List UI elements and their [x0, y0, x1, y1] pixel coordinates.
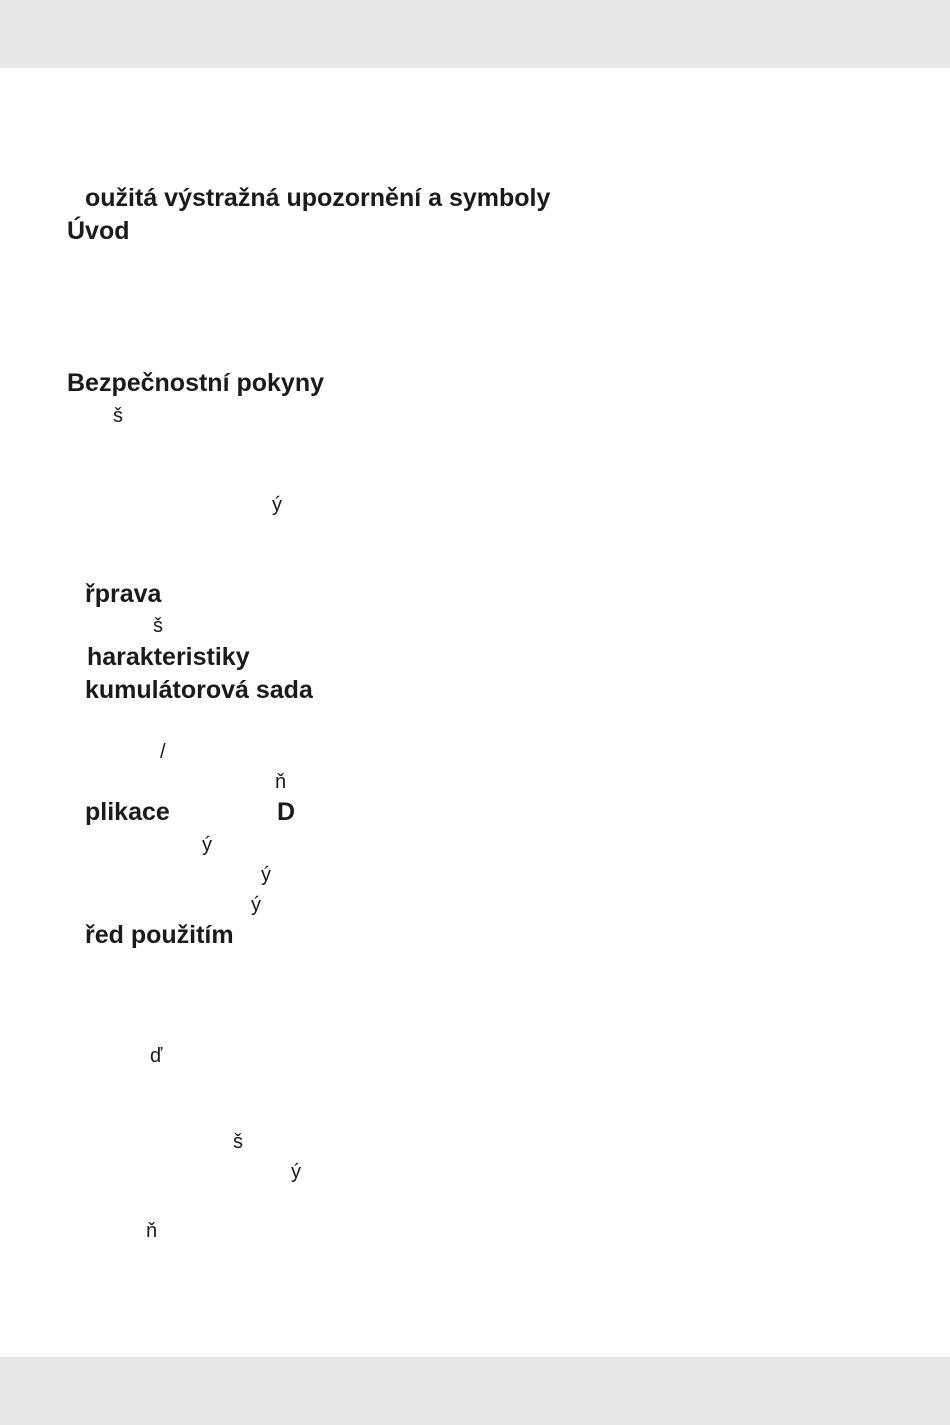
heading-characteristics: harakteristiky	[87, 643, 250, 671]
heading-battery-set: kumulátorová sada	[85, 676, 313, 704]
heading-safety: Bezpečnostní pokyny	[67, 369, 324, 397]
heading-warnings-symbols: oužitá výstražná upozornění a symboly	[85, 184, 551, 212]
top-band	[0, 0, 950, 68]
heading-application-d: D	[277, 798, 296, 826]
text-fragment: š	[153, 615, 163, 637]
text-fragment: ň	[146, 1220, 158, 1242]
text-fragment: ý	[251, 894, 261, 916]
heading-prep: řprava	[85, 580, 162, 608]
heading-intro: Úvod	[67, 217, 130, 245]
text-fragment: ý	[272, 494, 282, 516]
text-fragment: š	[233, 1131, 243, 1153]
text-fragment: /	[160, 741, 166, 763]
bottom-band	[0, 1357, 950, 1425]
text-fragment: ý	[202, 834, 212, 856]
text-fragment: ý	[291, 1161, 301, 1183]
heading-before-use: řed použitím	[85, 921, 234, 949]
text-fragment: ň	[275, 771, 287, 793]
heading-application: plikace	[85, 798, 170, 826]
text-fragment: ý	[261, 864, 271, 886]
text-fragment: š	[113, 405, 123, 427]
text-fragment: ď	[150, 1045, 163, 1067]
